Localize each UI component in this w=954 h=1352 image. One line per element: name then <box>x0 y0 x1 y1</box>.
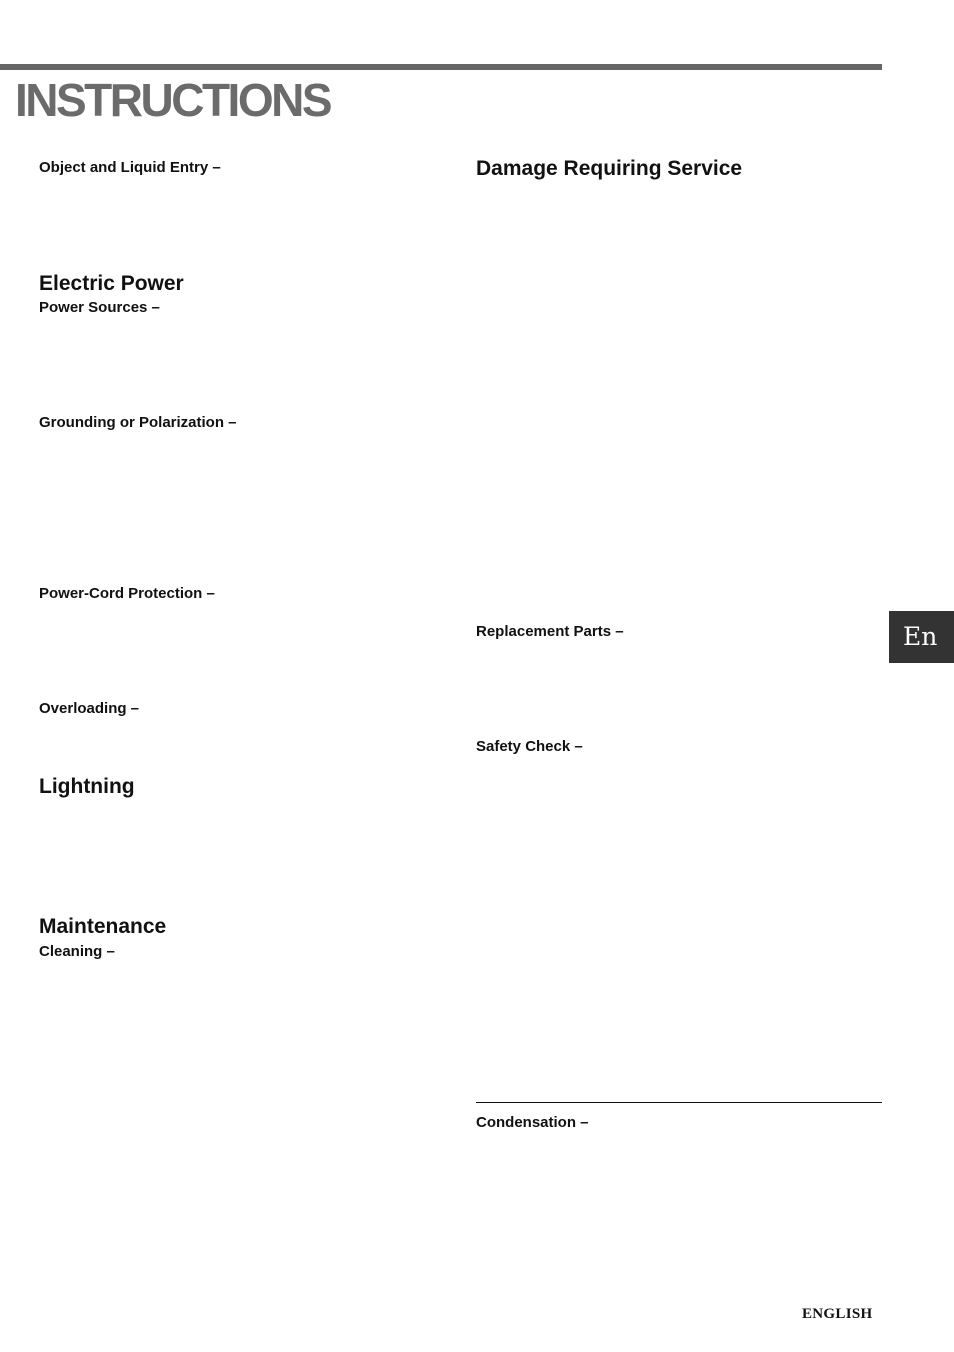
heading-overloading: Overloading – <box>39 700 140 717</box>
language-tab: En <box>889 611 954 663</box>
footer-language: ENGLISH <box>802 1306 873 1322</box>
heading-replacement-parts: Replacement Parts – <box>476 623 624 640</box>
heading-power-cord-protection: Power-Cord Protection – <box>39 585 215 602</box>
heading-maintenance: Maintenance <box>39 915 167 938</box>
heading-cleaning: Cleaning – <box>39 943 115 960</box>
section-divider <box>476 1102 882 1103</box>
header-rule <box>0 64 882 70</box>
heading-damage-requiring-service: Damage Requiring Service <box>476 157 743 180</box>
heading-power-sources: Power Sources – <box>39 299 160 316</box>
heading-condensation: Condensation – <box>476 1114 589 1131</box>
page-title: INSTRUCTIONS <box>15 74 330 126</box>
heading-electric-power: Electric Power <box>39 272 184 295</box>
heading-grounding-polarization: Grounding or Polarization – <box>39 414 237 431</box>
heading-safety-check: Safety Check – <box>476 738 583 755</box>
heading-lightning: Lightning <box>39 775 135 798</box>
heading-object-liquid-entry: Object and Liquid Entry – <box>39 159 221 176</box>
